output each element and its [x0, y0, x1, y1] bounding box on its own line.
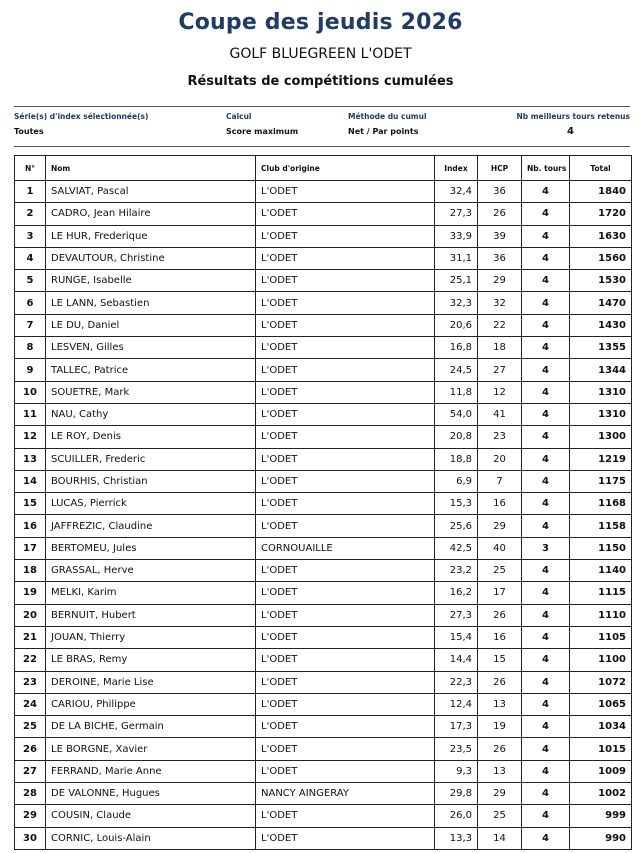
cell-total: 1158	[570, 515, 632, 537]
cell-index: 22,3	[435, 671, 478, 693]
cell-name: BERNUIT, Hubert	[46, 604, 256, 626]
cell-rank: 2	[15, 203, 46, 225]
cell-rounds: 4	[522, 426, 570, 448]
cell-club: L'ODET	[256, 203, 435, 225]
cell-rank: 19	[15, 582, 46, 604]
cell-rank: 11	[15, 403, 46, 425]
cell-name: BERTOMEU, Jules	[46, 537, 256, 559]
table-row	[15, 337, 632, 359]
cell-hcp: 25	[478, 560, 522, 582]
cell-club: L'ODET	[256, 716, 435, 738]
cell-rounds: 4	[522, 225, 570, 247]
cell-index: 18,8	[435, 448, 478, 470]
cell-total: 1034	[570, 716, 632, 738]
cell-index: 17,3	[435, 716, 478, 738]
cell-hcp: 18	[478, 337, 522, 359]
cell-index: 54,0	[435, 403, 478, 425]
cell-index: 12,4	[435, 693, 478, 715]
page-title: Coupe des jeudis 2026	[178, 10, 463, 35]
table-row	[15, 693, 632, 715]
calcul-value: Score maximum	[226, 127, 299, 136]
table-row	[15, 805, 632, 827]
cell-total: 990	[570, 827, 632, 849]
cell-name: LE LANN, Sebastien	[46, 292, 256, 314]
cell-total: 1430	[570, 314, 632, 336]
cell-total: 1560	[570, 247, 632, 269]
cell-index: 14,4	[435, 649, 478, 671]
cell-index: 25,1	[435, 270, 478, 292]
table-row	[15, 181, 632, 203]
table-row	[15, 493, 632, 515]
cell-club: L'ODET	[256, 381, 435, 403]
cell-index: 6,9	[435, 470, 478, 492]
cell-hcp: 29	[478, 270, 522, 292]
col-header-hcp: HCP	[478, 156, 522, 181]
cell-club: L'ODET	[256, 560, 435, 582]
table-row	[15, 649, 632, 671]
results-table	[14, 155, 632, 850]
cell-rank: 8	[15, 337, 46, 359]
cell-rank: 6	[15, 292, 46, 314]
cell-total: 1530	[570, 270, 632, 292]
cell-rank: 3	[15, 225, 46, 247]
report-heading: Résultats de compétitions cumulées	[187, 74, 454, 89]
cell-hcp: 26	[478, 738, 522, 760]
cell-index: 32,3	[435, 292, 478, 314]
club-name: GOLF BLUEGREEN L'ODET	[229, 46, 412, 62]
cell-hcp: 23	[478, 426, 522, 448]
cell-index: 24,5	[435, 359, 478, 381]
cell-rounds: 4	[522, 470, 570, 492]
cell-index: 33,9	[435, 225, 478, 247]
table-row	[15, 560, 632, 582]
cell-name: SALVIAT, Pascal	[46, 181, 256, 203]
cell-rounds: 4	[522, 515, 570, 537]
cell-club: L'ODET	[256, 760, 435, 782]
cell-name: DEROINE, Marie Lise	[46, 671, 256, 693]
table-row	[15, 203, 632, 225]
series-label: Série(s) d'index sélectionnée(s)	[14, 112, 149, 121]
cell-rank: 9	[15, 359, 46, 381]
cell-rounds: 4	[522, 448, 570, 470]
cell-hcp: 41	[478, 403, 522, 425]
cell-name: LE DU, Daniel	[46, 314, 256, 336]
cell-club: L'ODET	[256, 337, 435, 359]
cell-index: 26,0	[435, 805, 478, 827]
cell-index: 16,8	[435, 337, 478, 359]
cell-total: 1072	[570, 671, 632, 693]
meta-block	[14, 112, 630, 142]
cell-rounds: 4	[522, 403, 570, 425]
cell-rounds: 4	[522, 292, 570, 314]
cell-rounds: 4	[522, 337, 570, 359]
cell-total: 1344	[570, 359, 632, 381]
cell-hcp: 16	[478, 626, 522, 648]
cell-name: JAFFREZIC, Claudine	[46, 515, 256, 537]
cell-rounds: 4	[522, 181, 570, 203]
cell-name: LE HUR, Frederique	[46, 225, 256, 247]
table-row	[15, 448, 632, 470]
cell-club: NANCY AINGERAY	[256, 783, 435, 805]
cell-club: L'ODET	[256, 314, 435, 336]
cell-rounds: 4	[522, 716, 570, 738]
cell-hcp: 26	[478, 604, 522, 626]
cell-rounds: 4	[522, 805, 570, 827]
cell-name: LE BRAS, Remy	[46, 649, 256, 671]
cell-hcp: 15	[478, 649, 522, 671]
cell-index: 25,6	[435, 515, 478, 537]
table-row	[15, 426, 632, 448]
cell-rounds: 4	[522, 760, 570, 782]
cell-club: L'ODET	[256, 359, 435, 381]
cell-club: L'ODET	[256, 626, 435, 648]
cell-rank: 4	[15, 247, 46, 269]
cell-club: L'ODET	[256, 247, 435, 269]
cell-rounds: 4	[522, 626, 570, 648]
cell-rank: 28	[15, 783, 46, 805]
table-row	[15, 247, 632, 269]
cell-total: 1300	[570, 426, 632, 448]
col-header-club: Club d'origine	[256, 156, 435, 181]
cell-rank: 30	[15, 827, 46, 849]
cell-total: 1115	[570, 582, 632, 604]
cell-hcp: 19	[478, 716, 522, 738]
col-header-rounds: Nb. tours	[522, 156, 570, 181]
cell-club: CORNOUAILLE	[256, 537, 435, 559]
cell-hcp: 27	[478, 359, 522, 381]
cell-index: 31,1	[435, 247, 478, 269]
cell-rounds: 4	[522, 783, 570, 805]
cell-name: LE ROY, Denis	[46, 426, 256, 448]
cell-hcp: 14	[478, 827, 522, 849]
best-rounds-label: Nb meilleurs tours retenus	[516, 112, 630, 121]
table-row	[15, 537, 632, 559]
cell-total: 999	[570, 805, 632, 827]
cell-rank: 12	[15, 426, 46, 448]
cell-total: 1015	[570, 738, 632, 760]
cell-club: L'ODET	[256, 493, 435, 515]
cell-total: 1310	[570, 403, 632, 425]
cell-total: 1009	[570, 760, 632, 782]
cell-name: LUCAS, Pierrick	[46, 493, 256, 515]
cell-name: LE BORGNE, Xavier	[46, 738, 256, 760]
cell-club: L'ODET	[256, 604, 435, 626]
cell-name: CADRO, Jean Hilaire	[46, 203, 256, 225]
cell-hcp: 22	[478, 314, 522, 336]
cell-rank: 27	[15, 760, 46, 782]
cell-hcp: 29	[478, 515, 522, 537]
cell-club: L'ODET	[256, 649, 435, 671]
table-row	[15, 604, 632, 626]
cell-rank: 22	[15, 649, 46, 671]
cell-rounds: 4	[522, 649, 570, 671]
cell-hcp: 36	[478, 181, 522, 203]
cell-hcp: 12	[478, 381, 522, 403]
cell-hcp: 16	[478, 493, 522, 515]
cell-hcp: 40	[478, 537, 522, 559]
table-row	[15, 783, 632, 805]
cell-hcp: 13	[478, 760, 522, 782]
table-row	[15, 626, 632, 648]
cell-index: 32,4	[435, 181, 478, 203]
cell-rank: 26	[15, 738, 46, 760]
cell-total: 1105	[570, 626, 632, 648]
cell-rank: 18	[15, 560, 46, 582]
cell-rank: 25	[15, 716, 46, 738]
cell-name: RUNGE, Isabelle	[46, 270, 256, 292]
cell-hcp: 26	[478, 203, 522, 225]
cell-rounds: 4	[522, 359, 570, 381]
cell-club: L'ODET	[256, 582, 435, 604]
cell-total: 1310	[570, 381, 632, 403]
cell-club: L'ODET	[256, 181, 435, 203]
cell-hcp: 25	[478, 805, 522, 827]
method-label: Méthode du cumul	[348, 112, 427, 121]
cell-total: 1002	[570, 783, 632, 805]
cell-club: L'ODET	[256, 515, 435, 537]
cell-rank: 29	[15, 805, 46, 827]
cell-hcp: 13	[478, 693, 522, 715]
cell-rounds: 4	[522, 493, 570, 515]
cell-rounds: 4	[522, 560, 570, 582]
cell-hcp: 36	[478, 247, 522, 269]
table-row	[15, 827, 632, 849]
cell-name: DEVAUTOUR, Christine	[46, 247, 256, 269]
cell-club: L'ODET	[256, 738, 435, 760]
cell-name: MELKI, Karim	[46, 582, 256, 604]
cell-rank: 20	[15, 604, 46, 626]
cell-club: L'ODET	[256, 225, 435, 247]
cell-club: L'ODET	[256, 426, 435, 448]
cell-rank: 7	[15, 314, 46, 336]
cell-total: 1470	[570, 292, 632, 314]
table-row	[15, 671, 632, 693]
cell-index: 16,2	[435, 582, 478, 604]
table-row	[15, 359, 632, 381]
cell-rank: 16	[15, 515, 46, 537]
cell-name: CARIOU, Philippe	[46, 693, 256, 715]
cell-index: 15,4	[435, 626, 478, 648]
cell-rank: 13	[15, 448, 46, 470]
cell-rounds: 4	[522, 314, 570, 336]
table-body	[15, 181, 632, 850]
table-row	[15, 738, 632, 760]
table-row	[15, 582, 632, 604]
col-header-rank: N°	[15, 156, 46, 181]
method-value: Net / Par points	[348, 127, 419, 136]
col-header-total: Total	[570, 156, 632, 181]
cell-name: SCUILLER, Frederic	[46, 448, 256, 470]
cell-rank: 23	[15, 671, 46, 693]
cell-rounds: 4	[522, 738, 570, 760]
cell-total: 1175	[570, 470, 632, 492]
cell-index: 20,6	[435, 314, 478, 336]
cell-name: BOURHIS, Christian	[46, 470, 256, 492]
cell-index: 23,5	[435, 738, 478, 760]
cell-club: L'ODET	[256, 805, 435, 827]
cell-index: 23,2	[435, 560, 478, 582]
cell-rank: 24	[15, 693, 46, 715]
cell-total: 1630	[570, 225, 632, 247]
cell-rank: 10	[15, 381, 46, 403]
cell-rounds: 4	[522, 270, 570, 292]
cell-hcp: 32	[478, 292, 522, 314]
cell-club: L'ODET	[256, 470, 435, 492]
cell-index: 13,3	[435, 827, 478, 849]
cell-name: GRASSAL, Herve	[46, 560, 256, 582]
cell-rounds: 4	[522, 827, 570, 849]
cell-club: L'ODET	[256, 448, 435, 470]
cell-club: L'ODET	[256, 403, 435, 425]
cell-rounds: 4	[522, 381, 570, 403]
cell-hcp: 17	[478, 582, 522, 604]
cell-name: COUSIN, Claude	[46, 805, 256, 827]
cell-index: 11,8	[435, 381, 478, 403]
table-row	[15, 381, 632, 403]
cell-total: 1219	[570, 448, 632, 470]
cell-name: DE LA BICHE, Germain	[46, 716, 256, 738]
cell-total: 1720	[570, 203, 632, 225]
table-row	[15, 716, 632, 738]
cell-name: DE VALONNE, Hugues	[46, 783, 256, 805]
cell-rounds: 4	[522, 247, 570, 269]
cell-index: 27,3	[435, 604, 478, 626]
col-header-index: Index	[435, 156, 478, 181]
cell-index: 15,3	[435, 493, 478, 515]
cell-index: 42,5	[435, 537, 478, 559]
cell-rounds: 4	[522, 604, 570, 626]
cell-name: FERRAND, Marie Anne	[46, 760, 256, 782]
cell-rounds: 4	[522, 203, 570, 225]
cell-club: L'ODET	[256, 671, 435, 693]
cell-rank: 15	[15, 493, 46, 515]
table-row	[15, 270, 632, 292]
cell-hcp: 20	[478, 448, 522, 470]
cell-club: L'ODET	[256, 270, 435, 292]
cell-rounds: 4	[522, 693, 570, 715]
cell-hcp: 39	[478, 225, 522, 247]
table-row	[15, 403, 632, 425]
cell-rank: 1	[15, 181, 46, 203]
cell-index: 29,8	[435, 783, 478, 805]
cell-rank: 5	[15, 270, 46, 292]
cell-rounds: 4	[522, 582, 570, 604]
cell-index: 20,8	[435, 426, 478, 448]
cell-total: 1840	[570, 181, 632, 203]
cell-rank: 14	[15, 470, 46, 492]
cell-name: JOUAN, Thierry	[46, 626, 256, 648]
series-value: Toutes	[14, 127, 44, 136]
cell-name: TALLEC, Patrice	[46, 359, 256, 381]
table-header-row	[15, 156, 632, 181]
cell-club: L'ODET	[256, 292, 435, 314]
cell-index: 27,3	[435, 203, 478, 225]
cell-club: L'ODET	[256, 693, 435, 715]
cell-name: CORNIC, Louis-Alain	[46, 827, 256, 849]
cell-total: 1140	[570, 560, 632, 582]
cell-rank: 21	[15, 626, 46, 648]
table-row	[15, 515, 632, 537]
table-row	[15, 760, 632, 782]
cell-index: 9,3	[435, 760, 478, 782]
cell-hcp: 7	[478, 470, 522, 492]
cell-total: 1355	[570, 337, 632, 359]
calcul-label: Calcul	[226, 112, 252, 121]
table-row	[15, 292, 632, 314]
cell-total: 1150	[570, 537, 632, 559]
table-row	[15, 314, 632, 336]
cell-rank: 17	[15, 537, 46, 559]
cell-name: LESVEN, Gilles	[46, 337, 256, 359]
best-rounds-value: 4	[567, 126, 574, 137]
cell-name: SOUETRE, Mark	[46, 381, 256, 403]
cell-club: L'ODET	[256, 827, 435, 849]
table-row	[15, 470, 632, 492]
cell-name: NAU, Cathy	[46, 403, 256, 425]
table-row	[15, 225, 632, 247]
cell-total: 1065	[570, 693, 632, 715]
cell-total: 1100	[570, 649, 632, 671]
cell-hcp: 26	[478, 671, 522, 693]
cell-total: 1110	[570, 604, 632, 626]
divider-bottom	[14, 146, 630, 147]
cell-hcp: 29	[478, 783, 522, 805]
col-header-name: Nom	[46, 156, 256, 181]
cell-total: 1168	[570, 493, 632, 515]
cell-rounds: 3	[522, 537, 570, 559]
divider-top	[14, 106, 630, 107]
cell-rounds: 4	[522, 671, 570, 693]
